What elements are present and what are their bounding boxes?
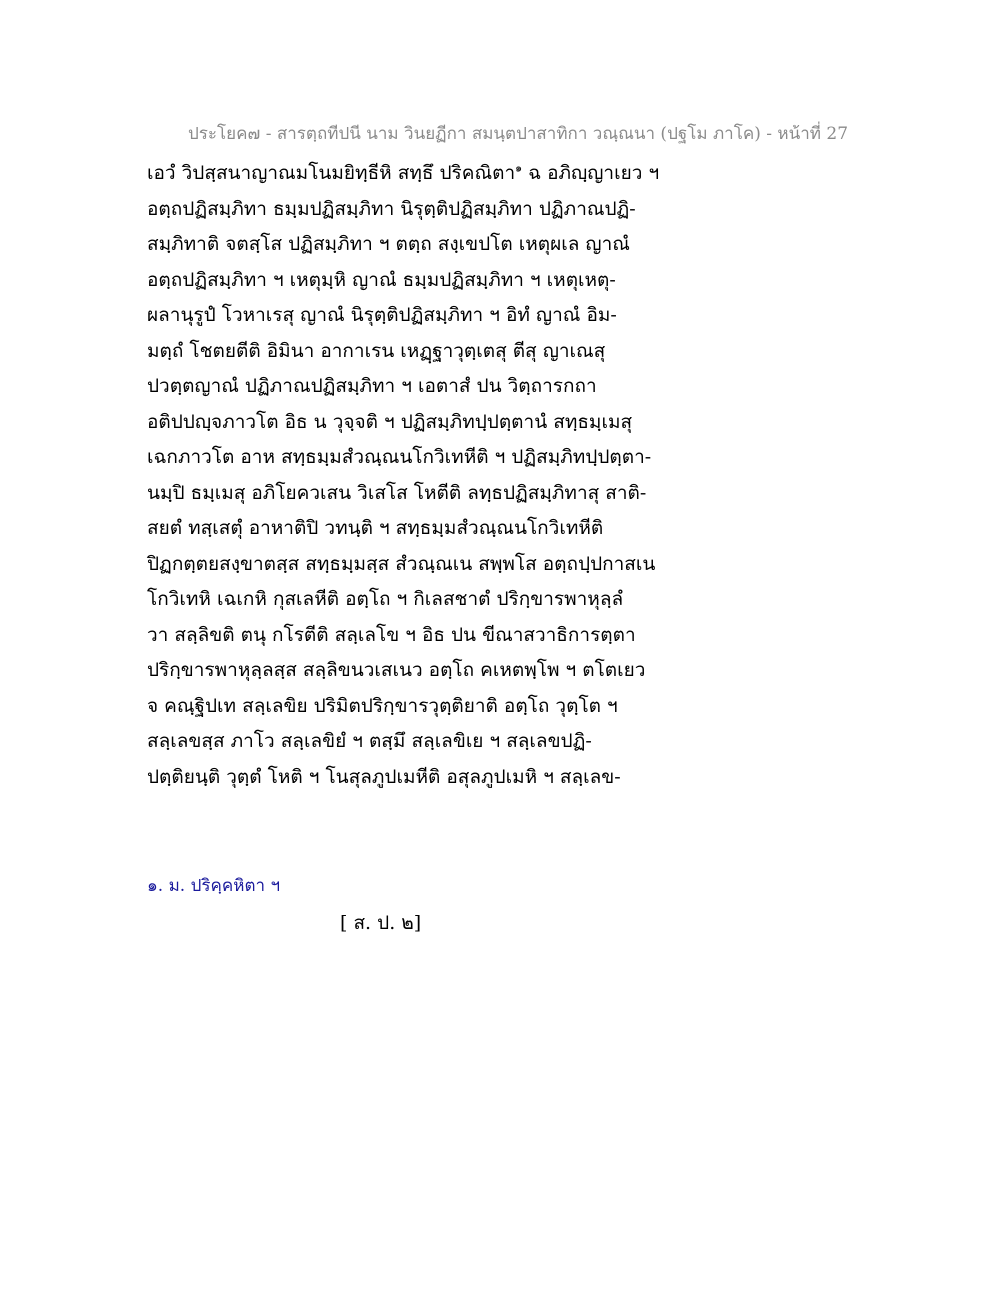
text-line: สลฺเลขสฺส ภาโว สลฺเลขิยํ ฯ ตสฺมึ สลฺเลขิเย ฯ สลฺเลขปฏิ- [147, 730, 592, 752]
text-line: วา สลฺลิขติ ตนุ กโรตีติ สลฺเลโข ฯ อิธ ปน ขีณาสวาธิการตฺตา [147, 623, 636, 646]
text-line: สยตํ ทสฺเสตุํ อาหาติปิ วทนฺติ ฯ สทฺธมฺมสํวณฺณนโกวิเทหีติ [147, 517, 604, 539]
text-line: ปริกฺขารพาหุลฺลสฺส สลฺลิขนวเสเนว อตฺโถ คเหตพฺโพ ฯ ตโตเยว [147, 659, 646, 681]
text-line-tail: ฉ อภิญฺญาเยว ฯ [528, 162, 660, 184]
text-line: นมฺปิ ธมฺเมสุ อภิโยควเสน วิเสโส โหตีติ ลทฺธปฏิสมฺภิทาสุ สาติ- [147, 481, 647, 504]
text-line: ปิฏกตฺตยสงฺขาตสฺส สทฺธมฺมสฺส สํวณฺณเน สพฺพโส อตฺถปฺปกาสเน [147, 552, 656, 575]
text-line: ปตฺติยนฺติ วุตฺตํ โหติ ฯ โนสุลภูปเมหีติ อสุลภูปเมหิ ฯ สลฺเลข- [147, 765, 621, 788]
text-line-content: เอวํ วิปสฺสนาญาณมโนมยิทฺธีหิ สทฺธึ ปริคณิตา [147, 162, 516, 184]
text-line: ปวตฺตญาณํ ปฏิภาณปฏิสมฺภิทา ฯ เอตาสํ ปน วิตฺถารกถา [147, 375, 597, 397]
text-line: โกวิเทหิ เฉเกหิ กุสเลหีติ อตฺโถ ฯ กิเลสชาตํ ปริกฺขารพาหุลฺลํ [147, 588, 624, 610]
text-line: อตฺถปฏิสมฺภิทา ธมฺมปฏิสมฺภิทา นิรุตฺติปฏิสมฺภิทา ปฏิภาณปฏิ- [147, 197, 636, 220]
text-line: จ คณฺฐิปเท สลฺเลขิย ปริมิตปริกฺขารวุตฺติยาติ อตฺโถ วุตฺโต ฯ [147, 694, 618, 717]
body-text [147, 156, 867, 795]
text-line [147, 156, 867, 192]
text-line: สมฺภิทาติ จตสฺโส ปฏิสมฺภิทา ฯ ตตฺถ สงฺเขปโต เหตุผเล ญาณํ [147, 233, 630, 255]
page-signature: [ ส. ป. ๒] [340, 912, 422, 934]
running-header: ประโยค๗ - สารตฺถทีปนี นาม วินยฏีกา สมนฺตปาสาทิกา วณฺณนา (ปฐโม ภาโค) - หน้าที่ 27 [188, 124, 849, 144]
text-line: อติปปญฺจภาวโต อิธ น วุจฺจติ ฯ ปฏิสมฺภิทปฺปตฺตานํ สทฺธมฺเมสุ [147, 410, 633, 433]
text-line: ผลานุรูปํ โวหาเรสุ ญาณํ นิรุตฺติปฏิสมฺภิทา ฯ อิทํ ญาณํ อิม- [147, 304, 617, 326]
text-line: เฉกภาวโต อาห สทฺธมฺมสํวณฺณนโกวิเทหีติ ฯ ปฏิสมฺภิทปฺปตฺตา- [147, 446, 652, 468]
footnote: ๑. ม. ปริคฺคหิตา ฯ [147, 876, 281, 896]
text-line: มตฺถํ โชตยตีติ อิมินา อากาเรน เหฏฺฐาวุตฺเตสุ ตีสุ ญาเณสุ [147, 339, 606, 362]
text-line: อตฺถปฏิสมฺภิทา ฯ เหตุมฺหิ ญาณํ ธมฺมปฏิสมฺภิทา ฯ เหตุเหตุ- [147, 268, 616, 291]
footnote-marker: ๑ [515, 161, 523, 175]
